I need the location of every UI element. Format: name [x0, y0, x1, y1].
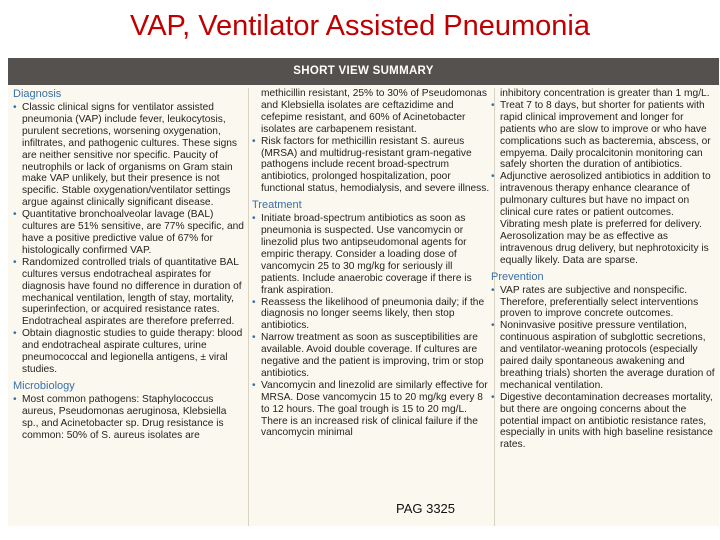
- bullet-item: • Initiate broad-spectrum antibiotics as soon as pneumonia is suspected. Use vancomycin or linezolid plus two antipseudomonal agents for empiric therapy. Consider a loading dose of vancomycin 25 to 30 mg/kg for seriously ill patients. Include anaerobic coverage if there is frank aspiration.: [252, 213, 491, 296]
- bullet-item: • Quantitative bronchoalveolar lavage (BAL) cultures are 51% sensitive, are 77% specific, and have a positive predictive value of 67% for histologically confirmed VAP.: [13, 209, 245, 257]
- bullet-item: • Classic clinical signs for ventilator assisted pneumonia (VAP) include fever, leukocytosis, purulent secretions, worsening oxygenation, infiltrates, and pathogenic cultures. These signs are neither sensitive nor specific. Paucity of neutrophils or lack of organisms on Gram stain make VAP unlikely, but their presence is not specific. Stable oxygenation/ventilator settings argue against clinically significant disease.: [13, 102, 245, 209]
- bullet-item: • Reassess the likelihood of pneumonia daily; if the diagnosis no longer seems likely, then stop antibiotics.: [252, 297, 491, 333]
- bullet-item: • Obtain diagnostic studies to guide therapy: blood and endotracheal aspirate cultures, urine pneumococcal and legionella antigens, ± viral studies.: [13, 328, 245, 376]
- bullet-item: • Narrow treatment as soon as susceptibilities are available. Avoid double coverage. If cultures are negative and the patient is improving, trim or stop antibiotics.: [252, 332, 491, 380]
- slide-title: VAP, Ventilator Assisted Pneumonia: [130, 10, 590, 42]
- column-left: [13, 88, 245, 441]
- column-right: [491, 88, 715, 451]
- bullet-item: • Most common pathogens: Staphylococcus aureus, Pseudomonas aeruginosa, Klebsiella sp., and Acinetobacter sp. Drug resistance is common: 50% of S. aureus isolates are: [13, 394, 245, 442]
- section-heading: Treatment: [252, 199, 302, 212]
- bullet-item: • Digestive decontamination decreases mortality, but there are ongoing concerns about the potential impact on antibiotic resistance rates, especially in units with high baseline resistance rates.: [491, 392, 715, 452]
- section-heading: Diagnosis: [13, 88, 62, 100]
- summary-document: [8, 58, 719, 526]
- bullet-item: • Adjunctive aerosolized antibiotics in addition to intravenous therapy enhance clearance of pulmonary cultures but have no impact on clinical cure rates or patient outcomes. Vibrating mesh plate is preferred for delivery. Aerosolization may be as effective as intravenous drug delivery, but nephrotoxicity is equally likely. Data are sparse.: [491, 171, 715, 266]
- column-divider: [248, 88, 249, 526]
- bullet-item: • Randomized controlled trials of quantitative BAL cultures versus endotracheal aspirates for diagnosis have found no difference in duration of mechanical ventilation, length of stay, mortality, superinfection, or acquired resistance rates. Endotracheal aspirates are therefore preferred.: [13, 257, 245, 328]
- section-heading: Prevention: [491, 270, 544, 283]
- bullet-item: • Treat 7 to 8 days, but shorter for patients with rapid clinical improvement and longer for patients who are slow to improve or who have complications such as bacteremia, abscess, or empyema. Daily procalcitonin monitoring can safely shorten the duration of antibiotics.: [491, 100, 715, 171]
- continued-text: inhibitory concentration is greater than 1 mg/L.: [500, 88, 710, 99]
- section-heading: Microbiology: [13, 379, 75, 392]
- page-number: PAG 3325: [396, 501, 456, 516]
- bullet-item: • Vancomycin and linezolid are similarly effective for MRSA. Dose vancomycin 15 to 20 mg/kg every 8 to 12 hours. The goal trough is 15 to 20 mg/L. There is an increased risk of clinical failure if the vancomycin minimal: [252, 380, 491, 440]
- bullet-item: • Risk factors for methicillin resistant S. aureus (MRSA) and multidrug-resistant gram-negative pathogens include recent broad-spectrum antibiotics, prolonged hospitalization, poor functional status, hemodialysis, and severe illness.: [252, 136, 491, 196]
- column-middle: [252, 88, 491, 439]
- continued-text: methicillin resistant, 25% to 30% of Pseudomonas and Klebsiella isolates are ceftazidime and cefepime resistant, and 60% of Acinetobacter isolates are carbapenem resistant.: [261, 88, 487, 135]
- summary-header: SHORT VIEW SUMMARY: [8, 58, 719, 85]
- bullet-item: • VAP rates are subjective and nonspecific. Therefore, preferentially select interventions proven to improve concrete outcomes.: [491, 285, 715, 321]
- bullet-item: • Noninvasive positive pressure ventilation, continuous aspiration of subglottic secretions, and ventilator-weaning protocols (especially paired daily spontaneous awakening and breathing trials) shorten the average duration of mechanical ventilation.: [491, 320, 715, 391]
